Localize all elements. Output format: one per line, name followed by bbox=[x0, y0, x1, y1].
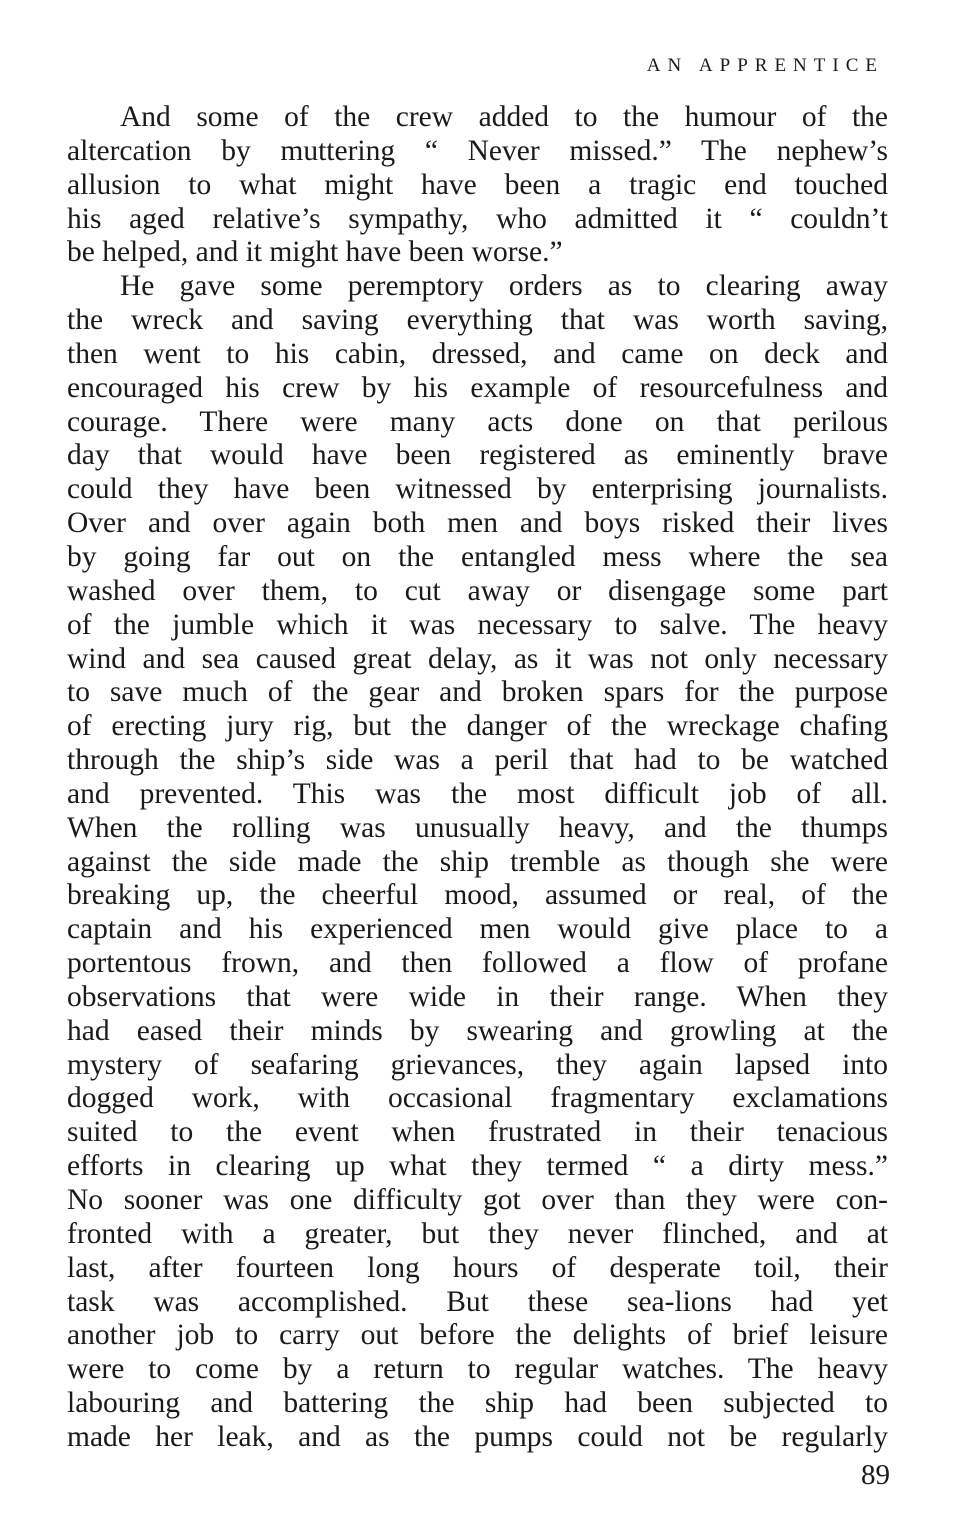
text-line: were to come by a return to regular watches. The heavy bbox=[67, 1353, 888, 1386]
text-line: fronted with a greater, but they never flinched, and at bbox=[67, 1217, 888, 1250]
text-line: of the jumble which it was necessary to salve. The heavy bbox=[67, 608, 888, 641]
text-line: observations that were wide in their range. When they bbox=[67, 980, 888, 1013]
running-head: AN APPRENTICE bbox=[646, 55, 884, 76]
page-number: 89 bbox=[861, 1459, 890, 1491]
body-text bbox=[67, 101, 888, 1455]
text-line: dogged work, with occasional fragmentary exclamations bbox=[67, 1082, 888, 1115]
text-line: then went to his cabin, dressed, and came on deck and bbox=[67, 337, 888, 370]
text-line: mystery of seafaring grievances, they again lapsed into bbox=[67, 1048, 888, 1081]
text-line: his aged relative’s sympathy, who admitted it “ couldn’t bbox=[67, 202, 888, 235]
text-line: another job to carry out before the delights of brief leisure bbox=[67, 1319, 888, 1352]
text-line: day that would have been registered as eminently brave bbox=[67, 439, 888, 472]
text-line: And some of the crew added to the humour of the bbox=[120, 101, 888, 133]
text-line: altercation by muttering “ Never missed.” The nephew’s bbox=[67, 134, 888, 167]
text-line: and prevented. This was the most difficult job of all. bbox=[67, 777, 888, 810]
text-line: courage. There were many acts done on that perilous bbox=[67, 405, 888, 438]
text-line: the wreck and saving everything that was worth saving, bbox=[67, 304, 888, 337]
text-line: portentous frown, and then followed a flow of profane bbox=[67, 947, 888, 980]
text-line: allusion to what might have been a tragic end touched bbox=[67, 168, 888, 201]
text-line: wind and sea caused great delay, as it was not only necessary bbox=[67, 642, 888, 675]
text-line: No sooner was one difficulty got over than they were con- bbox=[67, 1184, 888, 1216]
text-line: When the rolling was unusually heavy, and the thumps bbox=[67, 811, 888, 844]
text-line: could they have been witnessed by enterprising journalists. bbox=[67, 473, 888, 506]
text-line: breaking up, the cheerful mood, assumed or real, of the bbox=[67, 879, 888, 912]
text-line: of erecting jury rig, but the danger of the wreckage chafing bbox=[67, 710, 888, 743]
text-line: efforts in clearing up what they termed “ a dirty mess.” bbox=[67, 1150, 888, 1183]
text-line: encouraged his crew by his example of resourcefulness and bbox=[67, 371, 888, 404]
text-line: suited to the event when frustrated in their tenacious bbox=[67, 1116, 888, 1149]
text-line: captain and his experienced men would give place to a bbox=[67, 913, 888, 946]
text-line: by going far out on the entangled mess where the sea bbox=[67, 540, 888, 573]
text-line: through the ship’s side was a peril that had to be watched bbox=[67, 744, 888, 777]
text-line: made her leak, and as the pumps could not be regularly bbox=[67, 1420, 888, 1453]
text-line: task was accomplished. But these sea-lions had yet bbox=[67, 1285, 888, 1318]
text-line: labouring and battering the ship had been subjected to bbox=[67, 1387, 888, 1420]
text-line: Over and over again both men and boys risked their lives bbox=[67, 507, 888, 540]
text-line: had eased their minds by swearing and growling at the bbox=[67, 1014, 888, 1047]
text-line: washed over them, to cut away or disengage some part bbox=[67, 574, 888, 607]
text-line: He gave some peremptory orders as to clearing away bbox=[120, 270, 888, 303]
text-line: last, after fourteen long hours of desperate toil, their bbox=[67, 1251, 888, 1284]
text-line: to save much of the gear and broken spars for the purpose bbox=[67, 676, 888, 709]
text-line: against the side made the ship tremble as though she were bbox=[67, 845, 888, 878]
text-line: be helped, and it might have been worse.” bbox=[67, 236, 563, 269]
